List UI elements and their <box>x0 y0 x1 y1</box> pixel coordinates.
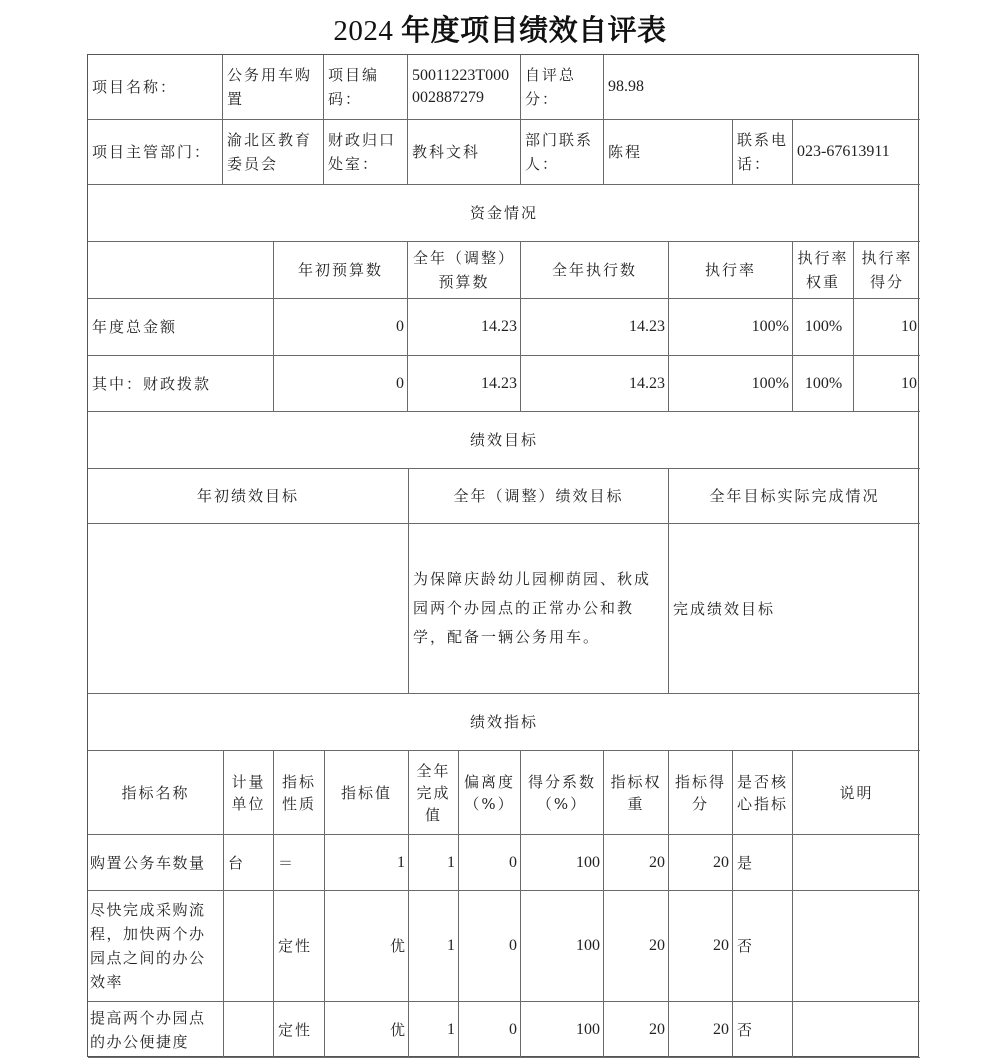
funding-executed: 14.23 <box>521 356 669 412</box>
funding-row-label: 年度总金额 <box>88 299 274 356</box>
goals-header-adjusted: 全年（调整）绩效目标 <box>409 469 669 524</box>
ind-coef: 100 <box>521 835 604 891</box>
funding-header-executed: 全年执行数 <box>521 242 669 299</box>
funding-adjusted-budget: 14.23 <box>408 356 521 412</box>
ind-score: 20 <box>669 891 733 1002</box>
funding-header-initial-budget: 年初预算数 <box>274 242 408 299</box>
funding-initial-budget: 0 <box>274 356 408 412</box>
project-name: 公务用车购置 <box>223 55 324 120</box>
funding-rate-score: 10 <box>854 356 920 412</box>
ind-unit: 台 <box>224 835 274 891</box>
ind-name: 尽快完成采购流程，加快两个办园点之间的办公效率 <box>88 891 224 1002</box>
ind-core: 否 <box>733 1002 793 1058</box>
funding-exec-rate: 100% <box>669 356 793 412</box>
finance-office-label: 财政归口处室： <box>324 120 408 185</box>
ind-coef: 100 <box>521 891 604 1002</box>
funding-header-adjusted-budget: 全年（调整）预算数 <box>408 242 521 299</box>
goals-actual: 完成绩效目标 <box>669 524 920 694</box>
ind-target: 优 <box>325 1002 409 1058</box>
funding-exec-rate: 100% <box>669 299 793 356</box>
funding-initial-budget: 0 <box>274 299 408 356</box>
ind-header-nature: 指标性质 <box>274 751 325 835</box>
contact: 陈程 <box>604 120 733 185</box>
funding-adjusted-budget: 14.23 <box>408 299 521 356</box>
ind-header-deviation: 偏离度（%） <box>459 751 521 835</box>
ind-score: 20 <box>669 835 733 891</box>
title-year: 2024 <box>333 15 394 47</box>
funding-row-label: 其中：财政拨款 <box>88 356 274 412</box>
ind-name: 提高两个办园点的办公便捷度 <box>88 1002 224 1058</box>
ind-header-core: 是否核心指标 <box>733 751 793 835</box>
goals-adjusted: 为保障庆龄幼儿园柳荫园、秋成园两个办园点的正常办公和教学，配备一辆公务用车。 <box>409 524 669 694</box>
ind-unit <box>224 891 274 1002</box>
evaluation-table <box>87 54 919 1057</box>
contact-label: 部门联系人： <box>521 120 604 185</box>
ind-weight: 20 <box>604 835 669 891</box>
ind-note <box>793 835 920 891</box>
ind-header-unit: 计量单位 <box>224 751 274 835</box>
ind-core: 是 <box>733 835 793 891</box>
ind-header-actual: 全年完成值 <box>409 751 459 835</box>
ind-nature: ＝ <box>274 835 325 891</box>
project-name-label: 项目名称： <box>88 55 223 120</box>
ind-header-score: 指标得分 <box>669 751 733 835</box>
project-code: 50011223T000002887279 <box>408 55 521 120</box>
ind-header-note: 说明 <box>793 751 920 835</box>
ind-core: 否 <box>733 891 793 1002</box>
ind-weight: 20 <box>604 1002 669 1058</box>
indicators-section-title: 绩效指标 <box>88 694 920 751</box>
dept: 渝北区教育委员会 <box>223 120 324 185</box>
goals-initial <box>88 524 409 694</box>
ind-score: 20 <box>669 1002 733 1058</box>
funding-header-exec-rate: 执行率 <box>669 242 793 299</box>
goals-header-actual: 全年目标实际完成情况 <box>669 469 920 524</box>
ind-note <box>793 1002 920 1058</box>
title-text: 年度项目绩效自评表 <box>401 15 667 47</box>
self-score-label: 自评总分： <box>521 55 604 120</box>
ind-header-coef: 得分系数（%） <box>521 751 604 835</box>
ind-note <box>793 891 920 1002</box>
ind-actual: 1 <box>409 1002 459 1058</box>
self-score: 98.98 <box>604 55 920 120</box>
funding-header-blank <box>88 242 274 299</box>
funding-executed: 14.23 <box>521 299 669 356</box>
funding-rate-score: 10 <box>854 299 920 356</box>
funding-section-title: 资金情况 <box>88 185 920 242</box>
funding-rate-weight: 100% <box>793 356 854 412</box>
ind-actual: 1 <box>409 835 459 891</box>
ind-coef: 100 <box>521 1002 604 1058</box>
ind-nature: 定性 <box>274 1002 325 1058</box>
phone: 023-67613911 <box>793 120 920 185</box>
ind-header-name: 指标名称 <box>88 751 224 835</box>
funding-header-rate-score: 执行率得分 <box>854 242 920 299</box>
ind-header-weight: 指标权重 <box>604 751 669 835</box>
funding-rate-weight: 100% <box>793 299 854 356</box>
funding-header-rate-weight: 执行率权重 <box>793 242 854 299</box>
ind-target: 1 <box>325 835 409 891</box>
ind-deviation: 0 <box>459 1002 521 1058</box>
phone-label: 联系电话： <box>733 120 793 185</box>
ind-unit <box>224 1002 274 1058</box>
ind-deviation: 0 <box>459 835 521 891</box>
project-code-label: 项目编码： <box>324 55 408 120</box>
finance-office: 教科文科 <box>408 120 521 185</box>
ind-weight: 20 <box>604 891 669 1002</box>
ind-deviation: 0 <box>459 891 521 1002</box>
goals-section-title: 绩效目标 <box>88 412 920 469</box>
ind-header-target: 指标值 <box>325 751 409 835</box>
dept-label: 项目主管部门： <box>88 120 223 185</box>
goals-header-initial: 年初绩效目标 <box>88 469 409 524</box>
ind-name: 购置公务车数量 <box>88 835 224 891</box>
ind-target: 优 <box>325 891 409 1002</box>
page-title <box>0 8 1000 49</box>
ind-actual: 1 <box>409 891 459 1002</box>
ind-nature: 定性 <box>274 891 325 1002</box>
